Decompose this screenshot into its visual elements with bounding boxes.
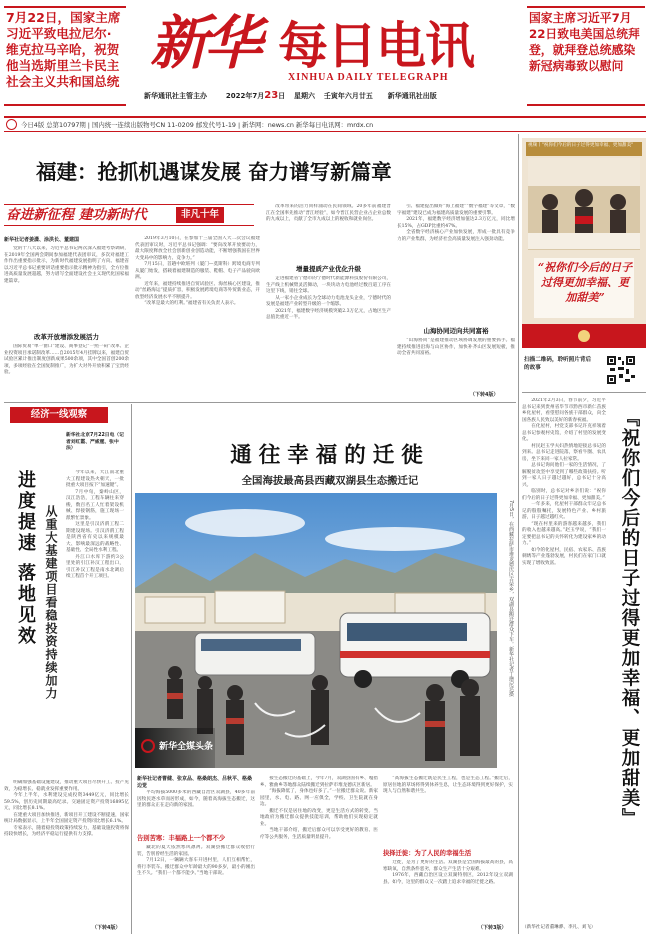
right-editor: （新华社记者董琳骅、李凡、刘飞） [522,925,596,930]
lead-subhead-2: 增量提质产业优化升级 [296,265,361,273]
right-panel-divider [518,134,519,934]
economy-badge-label: 经济一线观察 [30,409,88,420]
masthead-right-title: 国家主席习近平7月22日致电美国总统拜登，就拜登总统感染新冠病毒致以慰问 [529,11,640,73]
publisher: 新华通讯社出版 [387,92,437,100]
lead-byline: 新华社记者姜潇、涂洪长、董建国 [4,237,80,243]
lead-col-4: 引、福建提出做好“海上福建”“数字福建”等文章，“数字福建”建设已成为福建高质量发展的重要引擎。 2021年，福建数字经济增加值达2.3万亿元，同比增长15%，占GDP比重约47%。 全省数字经济核心产业加快发展，形成一批具有竞争力的产业集群，为经济社会高质量发展注入强劲动能。 [397,204,515,242]
media-badge-label: 新华全媒头条 [159,742,214,752]
sponsor: 新华通讯社主管主办 [144,92,207,100]
info-bar [4,118,646,131]
lead-col-2: 2019年3月10日，在参加十三届全国人大二次会议福建代表团审议时，习近平总书记强调：“要向改革开放要动力，最大限度释放全社会创新创业创造动能，不断增强我国在世界大变局中的影响力、竞争力。” 7月15日，首趟中欧班列（厦门—莫斯科）跨境电商专列从厦门始发，搭载着福建制造的服装、鞋帽、电子产品驶向欧洲。 近年来，福建持续推进自贸试验区、海丝核心区建设，推动“丝路海运”提质扩容，积极发展跨境电商等外贸新业态，开放型经济发展水平不断提升。 “改革是最大的红利。”福建省有关负责人表示。 [135,236,260,306]
qr-code-icon[interactable] [606,355,636,385]
date-day: 23 [264,90,279,101]
info-bar-bottom-rule [4,131,646,132]
feature-col-3: “高海拔生态搬迁既是民生工程，也是生态工程。”搬迁后，原居住地的草场将得到休养生息，让生态环境得到更好保护，实现人与自然和谐共生。 [383,776,513,794]
feature-col-1: 平均海拔5000多米的西藏自治区双湖县，40多年前因牧民逐水草而居形成，如今，随着高海拔生态搬迁，这里的群众正在走向新的家园。 [137,790,255,808]
right-photo-caption: “祝你们今后的日子过得更加幸福、更加甜美” [537,261,633,304]
economy-badge [10,407,108,423]
right-big-quote[interactable]: 『祝你们今后的日子过得更加幸福、更加甜美』 [619,408,640,828]
right-photo-panel[interactable] [522,138,646,348]
masthead [0,0,650,115]
feature-subheadline: 全国海拔最高县西藏双湖县生态搬迁记 [241,475,419,487]
masthead-right-box[interactable] [527,6,645,106]
lunar-date: 壬寅年六月廿五 [323,92,373,100]
weekday: 星期六 [294,92,316,100]
lead-subhead-1: 改革开放增添发展活力 [34,333,99,341]
feature-col-2: 接生态搬迁的基础上，今年7月，双湖县国有乡、嘎措乡、雅曲乡等地群众陆续搬迁到拉萨市堆龙德庆区新居。 “海拔降低了，身体也好多了。”一位搬迁群众说。新家园里，水、电、路、网一应俱全，学校、卫生院就在身边。 搬迁不仅是居住地的改变，更是生活方式的转变。当地政府为搬迁群众提供技能培训，帮助他们实现稳定就业。 当地干部介绍，搬迁后群众可以享受更好的教育、医疗等公共服务，生活质量明显提升。 [260,776,378,840]
right-body: 2021年2月3日，春节前夕，习近平总书记来到贵州省毕节市黔西市新仁苗族乡化屋村，看望慰问各族干部群众，向全国各族人民致以美好的新春祝福。 在化屋村，村党支部书记许克祥领着总书记参观村史馆，介绍了村里的发展变化。 村民赵玉学夫妇热情地迎接总书记的到来。总书记走进院落，察看牛圈、农具房，坐下来同一家人拉家常。 总书记询问他们一家的生活情况，了解脱贫攻坚中享受到了哪些政策扶持。听到一家人日子越过越好，总书记十分高兴。 临别时，总书记对乡亲们说：“祝你们今后的日子过得更加幸福、更加甜美。” 一年多来，化屋村干部群众牢记总书记的殷殷嘱托，发展特色产业、乡村旅游，日子越过越红火。 “现在村里来的游客越来越多，我们的收入也越来越高。”赵玉学说，“我们一定要把总书记的关怀转化为建设家乡的动力。” 如今的化屋村，民宿、农家乐、苗族刺绣等产业蓬勃发展，村民们在家门口就实现了增收致富。 [522,398,606,566]
logo-xinhua: 新华 [150,9,259,77]
section-separator [4,402,516,403]
left-column-divider [131,404,132,934]
economy-body-a: 今年以来，大江南北重大工程建设热火朝天，一批批重大项目按下“加速键”。 7月中旬，秦岭山区，汉江浩浩，工程车辆往来穿梭，数百名工人忙着架设机械、焊接钢筋，施工现场一派繁忙景象。 这里是引汉济渭工程二期建设现场。引汉济渭工程是陕西省有史以来规模最大、影响最深远的战略性、基础性、全局性水利工程。 丹江口水库下游约3公里处的引江补汉工程出口，引江补汉工程是南水北调后续工程首个开工项目。 [66,470,124,579]
qr-block[interactable] [522,352,646,390]
lead-continued: （下转4版） [470,392,499,398]
feature-col-1b: 藏北的夏天依然寒风凛冽。双湖县搬迁群众收拾行装，告别曾经生活的家园。 7月12日，一辆辆大客车开进村里，人们互相帮忙，将行李装车。搬迁群众中年龄最大的90多岁，最小的刚出生不久。“我们一个都不能少。”当地干部说。 [137,845,255,876]
lead-col-4b: “山海协同”是福建推动区域协调发展的重要抓手。福建持续推进沿海与山区协作，加快补齐山区发展短板，推动全省共同富裕。 [397,338,515,356]
logo-english: XINHUA DAILY TELEGRAPH [288,72,449,83]
banner-right: 非凡十年 [176,207,224,223]
economy-subtitle: 从重大基建项目看稳投资持续加力 [44,505,58,700]
economy-body-b: 明确加强基础设施建设，推动重大项目尽快开工、投产见效，为稳增长、稳就业发挥重要作用。 今年上半年，水利建设完成投资3449亿元，同比增长59.5%，创历史同期最高纪录。交通固定资产投资16895亿元，同比增长8.1%。 在建重大项目加快推进，新项目开工建设不断提速，国家统计局数据显示，上半年全国固定资产投资同比增长6.1%。 专家表示，随着稳投资政策持续发力，基础设施投资将保持较快增长，为经济平稳运行提供有力支撑。 [4,780,129,837]
right-panel-separator [522,392,646,393]
info-bar-text: 今日4版 总第10797期 | 国内统一连续出版物号CN 11-0209 邮发代号1-19 | 新华网：news.cn 新华每日电讯网：mrdx.cn [21,121,374,129]
feature-continued: （下转3版） [478,925,507,931]
lead-col-3: 改革带来的活力同样涌动在民间领域。20多年前福建晋江在全国率先推动“晋江经验”，如今晋江民营企业占企业总数的九成以上，贡献了全市九成以上的税收和就业岗位。 [266,204,391,222]
date-suffix: 日 [278,92,286,100]
feature-subhead-2: 抉择迁徙：为了人民的幸福生活 [383,850,472,857]
masthead-left-title: 7月22日，国家主席习近平致电拉尼尔·维克拉马辛哈，祝贺他当选斯里兰卡民主社会主义共和国总统 [6,10,121,89]
feature-photo-illustration [135,493,497,768]
right-panel-illustration [522,138,646,348]
media-badge [135,728,215,768]
qr-text: 扫描二维码，聆听照片背后的故事 [524,357,592,371]
feature-photo[interactable] [135,493,497,768]
economy-title[interactable]: 进度提速 落地见效 [15,470,36,648]
masthead-left-box[interactable] [4,6,126,106]
lead-col-1: 党的十八大以来，习近平总书记两次深入福建考察调研，在2019年全国两会期间参加福建代表团审议，多次对福建工作作出重要指示批示，为新时代福建发展指明了方向。福建省以习近平总书记重要讲话重要指示批示精神为指引，全方位推进高质量发展超越，努力谱写全面建设社会主义现代化国家福建篇章。 [4,246,129,284]
masthead-logo [150,8,520,86]
economy-continued: （下转4版） [92,925,121,931]
right-video-title: 视频丨"祝你们今后的日子过得更加幸福、更加甜美" [528,143,634,148]
economy-byline: 新华社北京7月22日电（记者刘红霞、严威霆、张中法） [66,433,124,451]
date-prefix: 2022年7月 [225,92,265,100]
lead-subhead-3: 山海协同迈向共同富裕 [423,327,489,335]
lead-headline[interactable]: 福建：抢抓机遇谋发展 奋力谱写新篇章 [36,160,392,184]
feature-col-3b: 迁徙，是为了更好的生活。双湖县是全国海拔最高的县，高寒缺氧，自然条件恶劣，群众生产生活十分艰难。 1976年，西藏自治区设立双湖特别区，2012年设立双湖县。如今，这里的群众又一次踏上追求幸福的迁徙之路。 [383,860,513,885]
feature-photo-caption: 7月5日，在西藏拉萨市堆龙德庆区古荣乡，双湖县搬迁群众下车。新华社记者丁增尼达摄 [508,500,514,697]
lead-banner [4,204,254,226]
lead-col-1b: 国际贸易“单一窗口”建设、商事登记“一照一码”改革、企业投资项目承诺制改革……自2015年4月挂牌以来，福建自贸试验区累计推出制度创新成果500余项，其中全国首创200余项，多项经验在全国复制推广，为扩大对外开放积累了宝贵经验。 [4,344,129,375]
logo-daily: 每日电讯 [278,17,474,75]
feature-byline: 新华社记者曹健、张京品、格桑朗杰、吕秋平、格桑边觉 [137,776,253,789]
lead-col-3b: 走进福建省宁德市的宁德时代新能源科技股份有限公司，生产线上机械臂灵活舞动，一块块动力电池经过数百道工序在这里下线，销往全球。 从一家小企业成长为全球动力电池龙头企业，宁德时代的发展是福建产业转型升级的一个缩影。 2021年，福建数字经济规模突破2.3万亿元，占地区生产总值比重近一半。 [266,276,391,320]
media-badge-icon [141,739,155,753]
masthead-date-line [144,90,524,102]
xinhua-emblem-icon [6,119,17,130]
feature-headline[interactable]: 通往幸福的迁徙 [230,443,430,468]
feature-subhead-1: 告别苦寒：丰福路上一个都不少 [137,835,226,842]
banner-left: 奋进新征程 建功新时代 [6,207,147,223]
